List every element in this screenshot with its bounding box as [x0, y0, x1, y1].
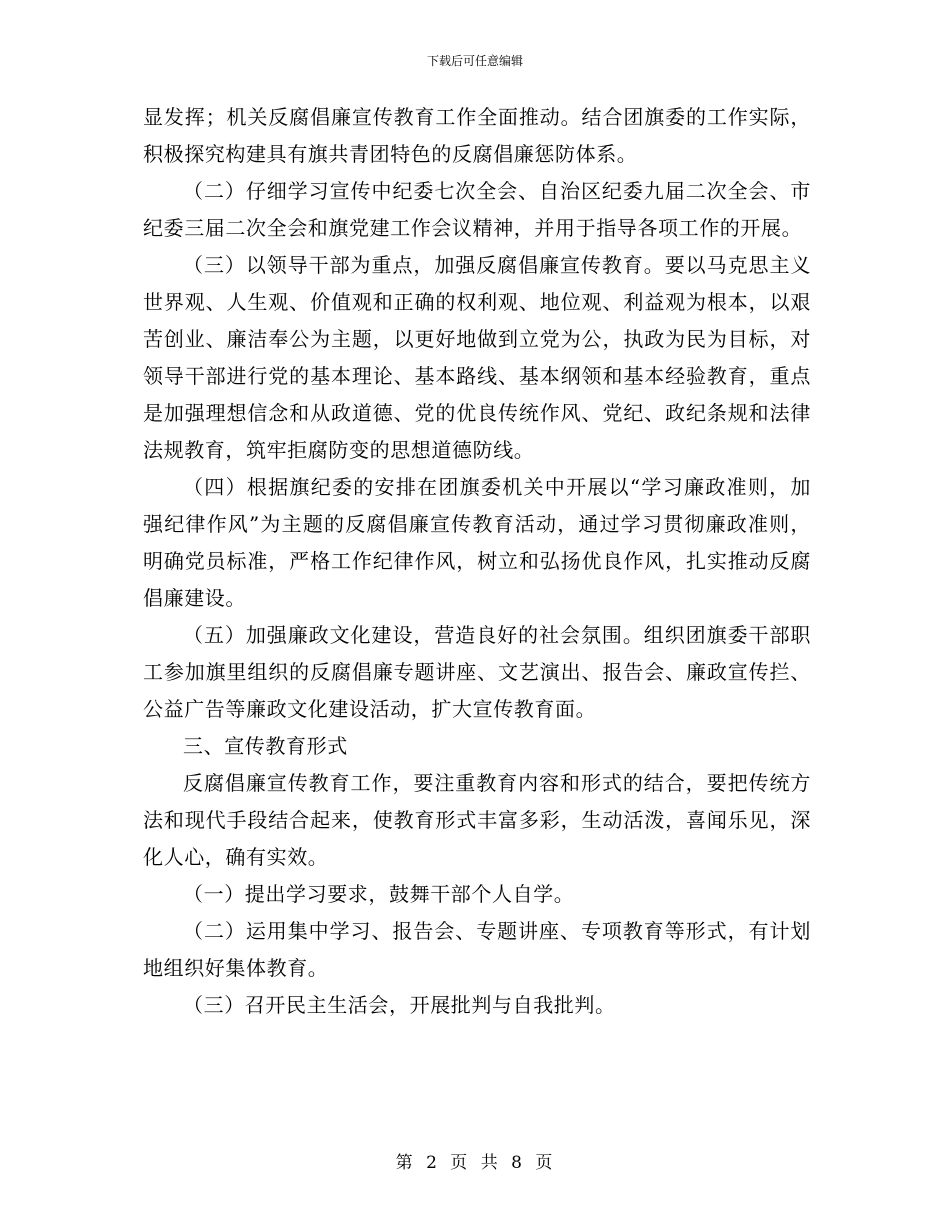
page-footer: 第 2 页 共 8 页: [395, 1153, 555, 1173]
paragraph-3: （三）以领导干部为重点，加强反腐倡廉宣传教育。要以马克思主义世界观、人生观、价值观和正确的权利观、地位观、利益观为根本，以艰苦创业、廉洁奉公为主题，以更好地做到立党为公，执政为民为目标，对领导干部进行党的基本理论、基本路线、基本纲领和基本经验教育，重点是加强理想信念和从政道德、党的优良传统作风、党纪、政纪条规和法律法规教育，筑牢拒腐防变的思想道德防线。: [143, 253, 811, 462]
paragraph-2: （二）仔细学习宣传中纪委七次全会、自治区纪委九届二次全会、市纪委三届二次全会和旗党建工作会议精神，并用于指导各项工作的开展。: [143, 179, 811, 240]
paragraph-8: （一）提出学习要求，鼓舞干部个人自学。: [183, 882, 575, 906]
page-header: 下载后可任意编辑: [426, 54, 523, 68]
document-body: [143, 99, 811, 1024]
paragraph-9: （二）运用集中学习、报告会、专题讲座、专项教育等形式，有计划地组织好集体教育。: [143, 919, 811, 980]
paragraph-7: 反腐倡廉宣传教育工作，要注重教育内容和形式的结合，要把传统方法和现代手段结合起来，使教育形式丰富多彩，生动活泼，喜闻乐见，深化人心，确有实效。: [143, 771, 811, 869]
paragraph-4: （四）根据旗纪委的安排在团旗委机关中开展以“学习廉政准则，加强纪律作风”为主题的反腐倡廉宣传教育活动，通过学习贯彻廉政准则，明确党员标准，严格工作纪律作风，树立和弘扬优良作风，扎实推动反腐倡廉建设。: [143, 475, 811, 610]
paragraph-10: （三）召开民主生活会，开展批判与自我批判。: [183, 993, 616, 1017]
paragraph-1: 显发挥；机关反腐倡廉宣传教育工作全面推动。结合团旗委的工作实际，积极探究构建具有旗共青团特色的反腐倡廉惩防体系。: [143, 105, 811, 166]
paragraph-5: （五）加强廉政文化建设，营造良好的社会氛围。组织团旗委干部职工参加旗里组织的反腐倡廉专题讲座、文艺演出、报告会、廉政宣传拦、公益广告等廉政文化建设活动，扩大宣传教育面。: [143, 623, 811, 721]
section-heading: 三、宣传教育形式: [183, 734, 348, 758]
